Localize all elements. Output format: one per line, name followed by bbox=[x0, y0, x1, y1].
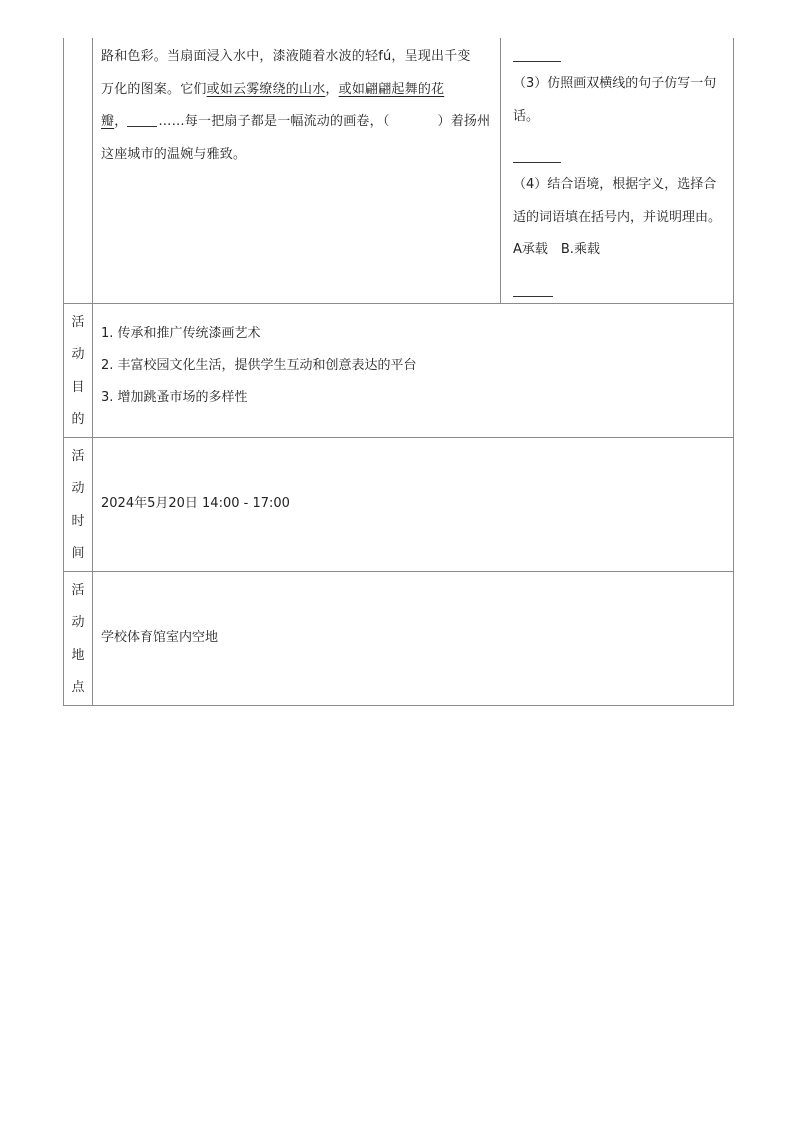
passage-line: 这座城市的温婉与雅致。 bbox=[101, 146, 247, 162]
passage-cell bbox=[93, 38, 501, 303]
passage-text: 着扬州 bbox=[450, 114, 491, 129]
double-underlined-phrase: 或如翩翩起舞的花 bbox=[338, 81, 445, 97]
place-row bbox=[64, 571, 734, 705]
answer-line[interactable] bbox=[513, 282, 553, 297]
time-label-char: 间 bbox=[71, 546, 85, 561]
place-label-char: 地 bbox=[71, 647, 85, 663]
goal-label-char: 动 bbox=[71, 347, 85, 362]
place-label-char: 动 bbox=[71, 615, 85, 630]
passage-text: ， bbox=[114, 114, 128, 129]
place-label-char: 活 bbox=[71, 582, 85, 598]
time-label-char: 时 bbox=[71, 513, 85, 529]
answer-line[interactable] bbox=[513, 47, 561, 62]
answer-line[interactable] bbox=[513, 148, 561, 163]
passage-text: 万化的图案。它们 bbox=[101, 81, 207, 97]
place-label-cell bbox=[64, 571, 93, 705]
goal-label-char: 的 bbox=[71, 412, 85, 427]
fill-in-blank[interactable] bbox=[127, 112, 157, 127]
time-value: 2024年5月20日 14:00 - 17:00 bbox=[101, 496, 290, 511]
passage-line: 路和色彩。当扇面浸入水中，漆液随着水波的轻fú，呈现出千变 bbox=[101, 49, 471, 64]
passage-line bbox=[101, 74, 492, 107]
questions-cell bbox=[501, 38, 734, 303]
paren-close: ） bbox=[437, 114, 451, 129]
goal-label-char: 目 bbox=[71, 379, 85, 395]
passage-text: ， bbox=[325, 81, 339, 97]
time-label-char: 活 bbox=[71, 448, 85, 464]
question-3: （3）仿照画双横线的句子仿写一句话。 bbox=[513, 76, 717, 124]
goal-item: 2. 丰富校园文化生活，提供学生互动和创意表达的平台 bbox=[101, 357, 417, 373]
passage-row bbox=[64, 38, 734, 303]
goal-content-cell bbox=[93, 303, 734, 437]
goal-label-char: 活 bbox=[71, 314, 85, 330]
underlined-phrase: 或如云雾缭绕的山水 bbox=[206, 81, 326, 97]
goal-item: 3. 增加跳蚤市场的多样性 bbox=[101, 389, 248, 405]
place-content-cell bbox=[93, 571, 734, 705]
time-label-cell bbox=[64, 437, 93, 571]
time-label-char: 动 bbox=[71, 481, 85, 496]
place-label-char: 点 bbox=[71, 680, 85, 695]
question-4-options: A承载 B.乘载 bbox=[513, 242, 600, 257]
place-value: 学校体育馆室内空地 bbox=[101, 630, 219, 645]
double-underlined-phrase-end: 瓣 bbox=[101, 114, 115, 129]
activity-table bbox=[63, 38, 734, 706]
goal-item: 1. 传承和推广传统漆画艺术 bbox=[101, 325, 261, 341]
time-content-cell bbox=[93, 437, 734, 571]
time-row bbox=[64, 437, 734, 571]
paren-open: （ bbox=[382, 114, 390, 129]
goal-label-cell bbox=[64, 303, 93, 437]
passage-label-cell bbox=[64, 38, 93, 303]
question-4: （4）结合语境，根据字义，选择合适的词语填在括号内，并说明理由。 bbox=[513, 177, 722, 225]
passage-line bbox=[101, 106, 492, 139]
goal-row bbox=[64, 303, 734, 437]
passage-text: ……每一把扇子都是一幅流动的画卷， bbox=[158, 114, 383, 129]
